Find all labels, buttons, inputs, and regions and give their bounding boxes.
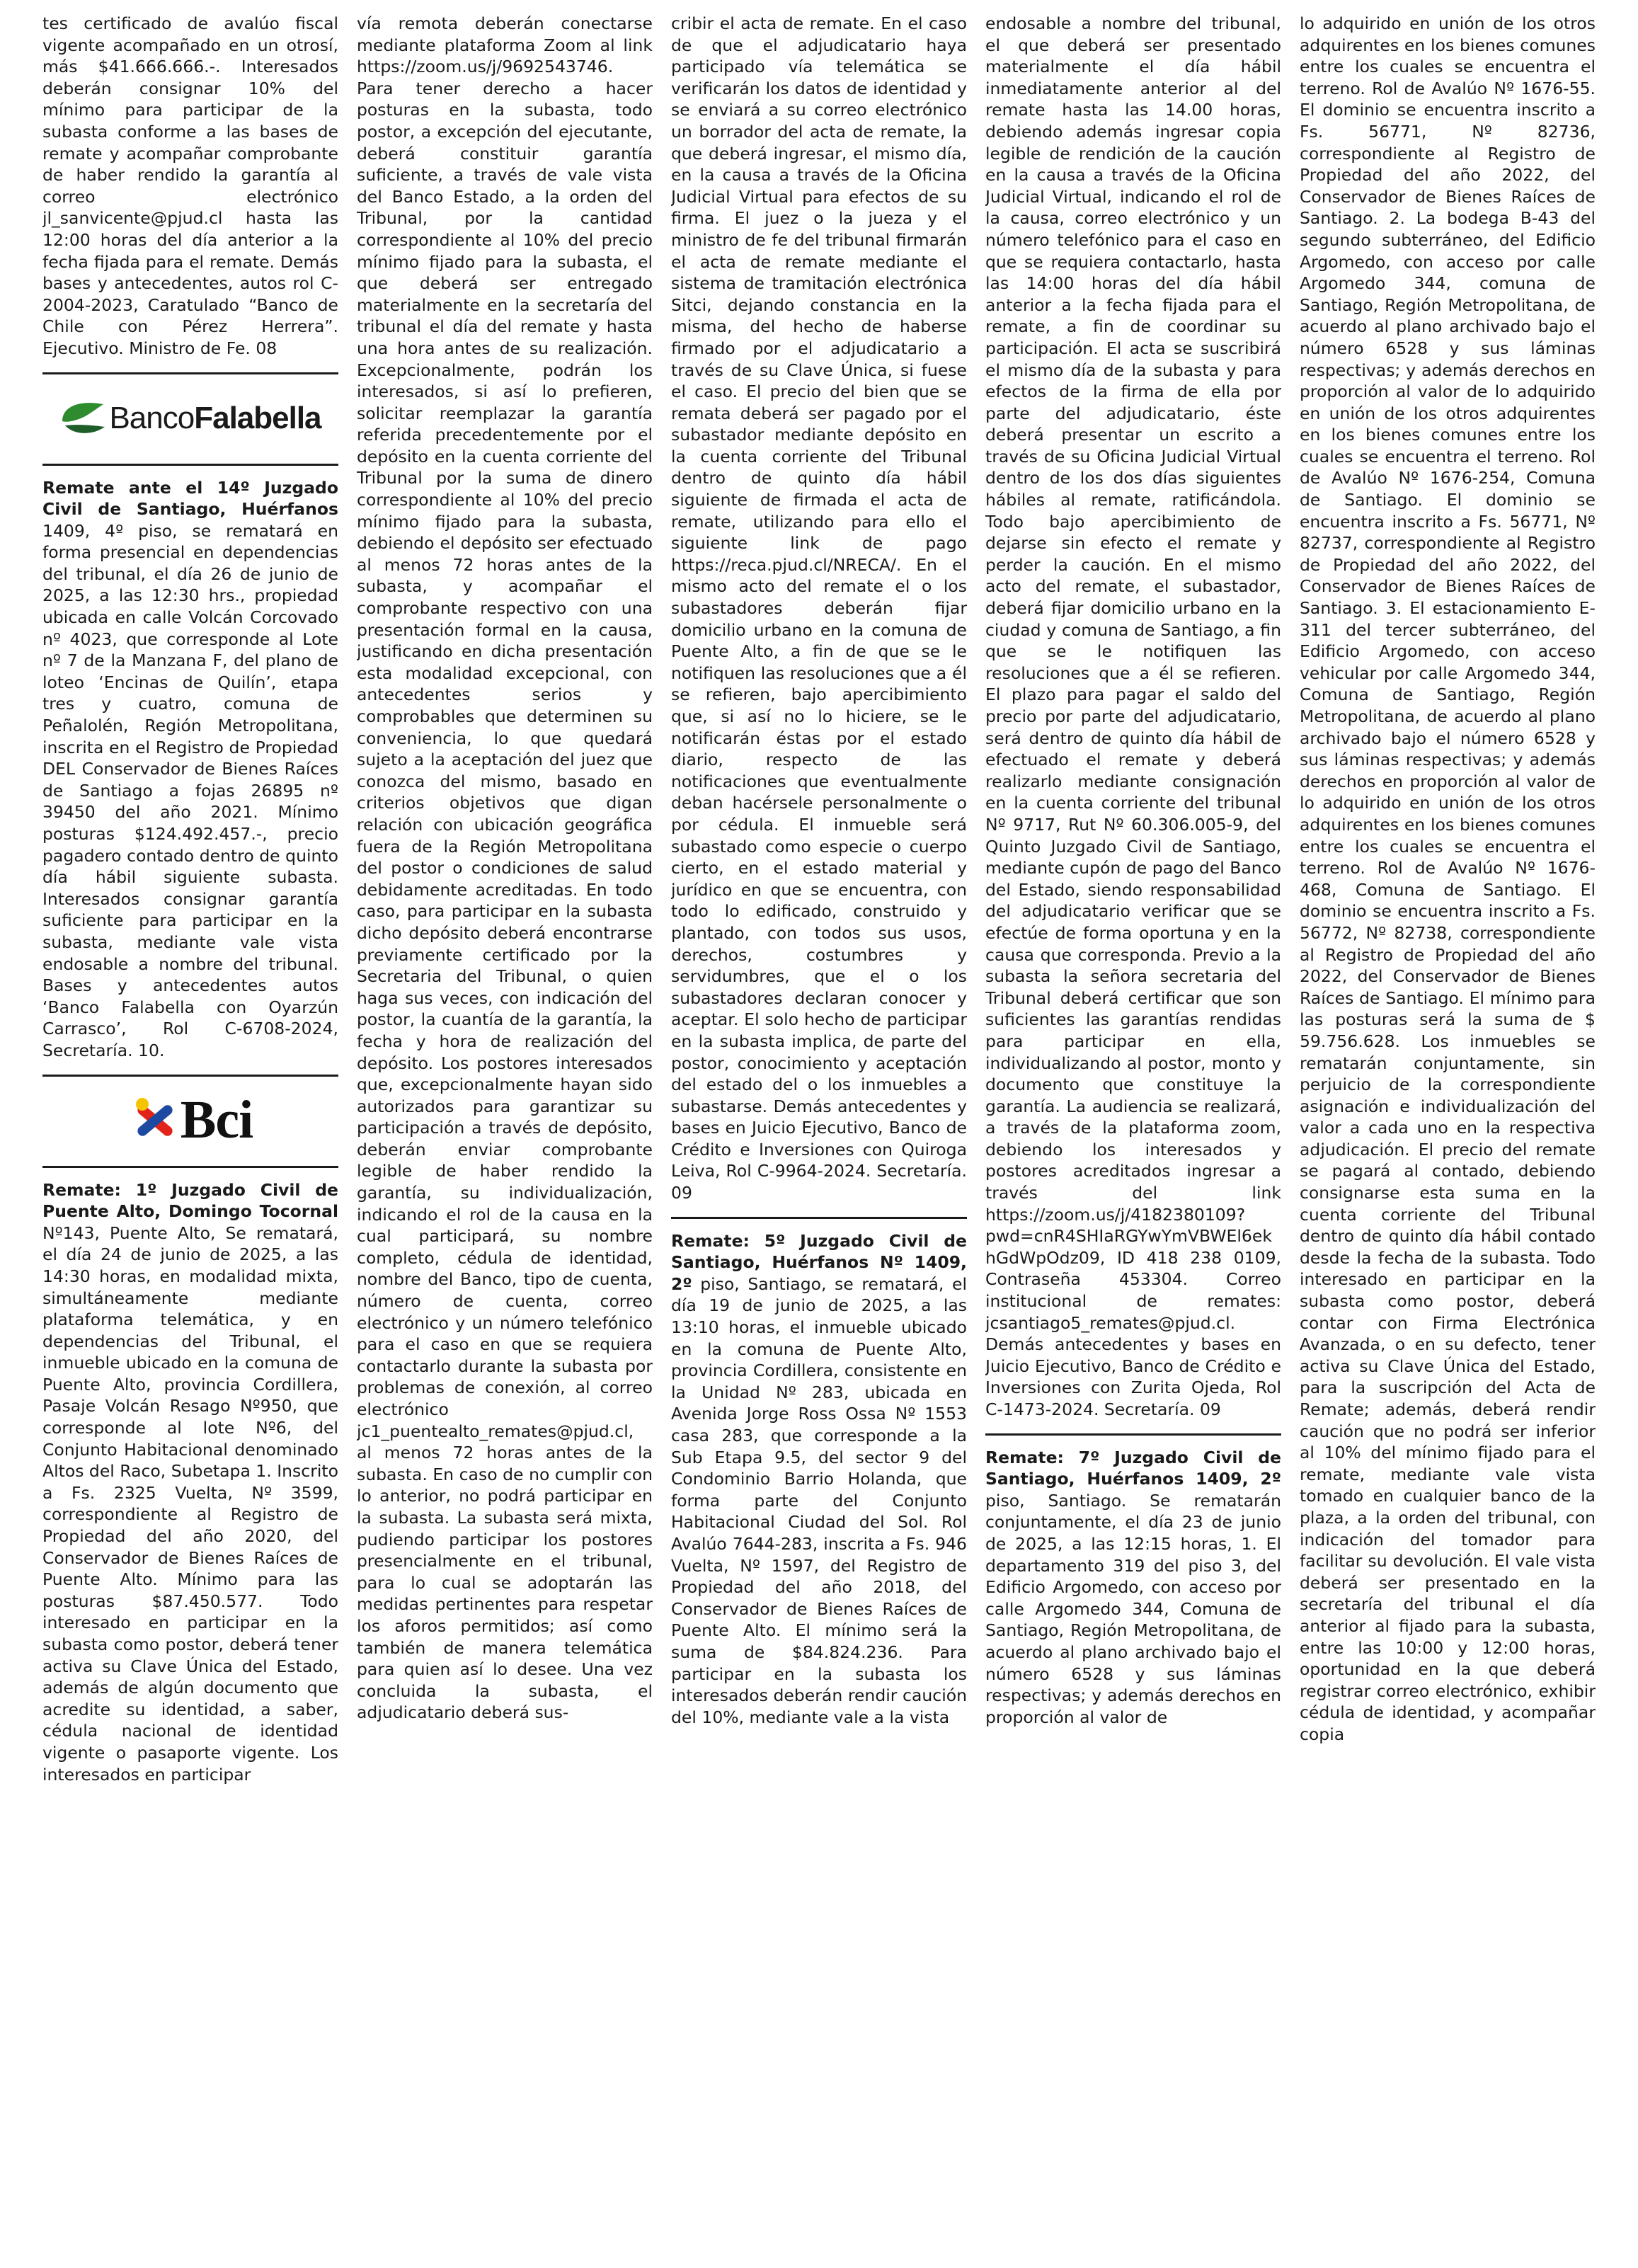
- divider: [42, 1166, 338, 1168]
- newspaper-page: [42, 13, 1596, 2258]
- divider: [42, 1075, 338, 1077]
- notice-4-body: piso, Santiago. Se rematarán conjuntamente, el día 23 de junio de 2025, a las 12:15 horas, 1. El departamento 319 del piso 3, del Edificio Argomedo, con acceso por calle Argomedo 344, Comuna de Santiago, Región Metropolitana, de acuerdo al plano archivado bajo el número 6528 y sus láminas respectivas; y además derechos en proporción al valor de: [985, 1490, 1281, 1727]
- column-1: [42, 13, 338, 2257]
- divider: [671, 1217, 967, 1219]
- notice-3-heading: Remate: 5º Juzgado Civil de Santiago, Huérfanos Nº 1409, 2º: [671, 1230, 967, 1294]
- column-3: [671, 13, 967, 2257]
- notice-3-continued: endosable a nombre del tribunal, el que deberá ser presentado materialmente el día hábil inmediatamente anterior al del remate hasta las 14.00 horas, debiendo además ingresar copia legible de rendición de la caución en la causa a través de la Oficina Judicial Virtual, indicando el rol de la causa, correo electrónico y un número telefónico para el caso en que se requiera contactarlo, hasta las 14:00 horas del día hábil anterior a la fecha fijada para el remate, a fin de coordinar su participación. El acta se suscribirá el mismo día de la subasta y para efectos de la firma de ella por parte del adjudicatario, éste deberá presentar un escrito a través de su Oficina Judicial Virtual dentro de los dos días siguientes hábiles al remate, ratificándola. Todo bajo apercibimiento de dejarse sin efecto el remate y perder la caución. En el mismo acto del remate, el subastador, deberá fijar domicilio urbano en la ciudad y comuna de Santiago, a fin que se le notifiquen las resoluciones que a él se refieren. El plazo para pagar el saldo del precio por parte del adjudicatario, será dentro de quinto día hábil de efectuado el remate y deberá realizarlo mediante consignación en la cuenta corriente del tribunal Nº 9717, Rut Nº 60.306.005-9, del Quinto Juzgado Civil de Santiago, mediante cupón de pago del Banco del Estado, siendo responsabilidad del adjudicatario verificar que se efectúe de forma oportuna y en la causa que corresponda. Previo a la subasta la señora secretaria del Tribunal deberá certificar que son suficientes las garantías rendidas para participar en ella, individualizando al postor, monto y documento que constituye la garantía. La audiencia se realizará, a través de la plataforma zoom, debiendo los interesados y postores acreditados ingresar a través del link https://zoom.us/j/4182380109?pwd=cnR4SHIaRGYwYmVBWEl6ekhGdWpOdz09, ID 418 238 0109, Contraseña 453304. Correo institucional de remates: jcsantiago5_remates@pjud.cl. Demás antecedentes y bases en Juicio Ejecutivo, Banco de Crédito e Inversiones con Zurita Ojeda, Rol C-1473-2024. Secretaría. 09: [985, 13, 1281, 1419]
- notice-2: [42, 1179, 338, 1786]
- divider: [42, 372, 338, 374]
- notice-4: [985, 1447, 1281, 1729]
- bci-symbol-icon: [128, 1094, 181, 1147]
- notice-1-heading: Remate ante el 14º Juzgado Civil de Santiago, Huérfanos: [42, 477, 338, 520]
- notice-1: [42, 477, 338, 1062]
- notice-2-heading: Remate: 1º Juzgado Civil de Puente Alto, Domingo Tocornal: [42, 1179, 338, 1222]
- notice-2-continued: vía remota deberán conectarse mediante plataforma Zoom al link https://zoom.us/j/9692543746. Para tener derecho a hacer posturas en la subasta, todo postor, a excepción del ejecutante, deberá constituir garantía suficiente, a través de vale vista del Banco Estado, a la orden del Tribunal, por la cantidad correspondiente al 10% del precio mínimo fijado para la subasta, el que deberá ser entregado materialmente en la secretaría del tribunal el día del remate y hasta una hora antes de su realización. Excepcionalmente, podrán los interesados, si así lo prefieren, solicitar reemplazar la garantía referida precedentemente por el depósito en la cuenta corriente del Tribunal por la suma de dinero correspondiente al 10% del precio mínimo fijado para la subasta, debiendo el depósito ser efectuado al menos 72 horas antes de la subasta, y acompañar el comprobante respectivo con una presentación formal en la causa, justificando en dicha presentación esta modalidad excepcional, con antecedentes serios y comprobables que determinen su conveniencia, lo que quedará sujeto a la aceptación del juez que conozca del mismo, basado en criterios objetivos que digan relación con ubicación geográfica fuera de la Región Metropolitana del postor o condiciones de salud debidamente acreditadas. En todo caso, para participar en la subasta dicho depósito deberá encontrarse previamente certificado por la Secretaria del Tribunal, o quien haga sus veces, con indicación del postor, la cuantía de la garantía, la fecha y hora de realización del depósito. Los postores interesados que, excepcionalmente hayan sido autorizados para garantizar su participación a través de depósito, deberán enviar comprobante legible de haber rendido la garantía, su individualización, indicando el rol de la causa en la cual participará, su nombre completo, cédula de identidad, nombre del Banco, tipo de cuenta, número de cuenta, correo electrónico y un número telefónico para el caso en que se requiera contactarlo durante la subasta por problemas de conexión, al correo electrónico jc1_puentealto_remates@pjud.cl, al menos 72 horas antes de la subasta. En caso de no cumplir con lo anterior, no podrá participar en la subasta. La subasta será mixta, pudiendo participar los postores presencialmente en el tribunal, para lo cual se adoptarán las medidas pertinentes para respetar los aforos permitidos; así como también de manera telemática para quien así lo desee. Una vez concluida la subasta, el adjudicatario deberá sus-: [357, 13, 653, 1723]
- notice-4-continued: lo adquirido en unión de los otros adquirentes en los bienes comunes entre los cuales se encuentra el terreno. Rol de Avalúo Nº 1676-55. El dominio se encuentra inscrito a Fs. 56771, Nº 82736, correspondiente al Registro de Propiedad del año 2022, del Conservador de Bienes Raíces de Santiago. 2. La bodega B-43 del segundo subterráneo, del Edificio Argomedo, con acceso por calle Argomedo 344, comuna de Santiago, Región Metropolitana, de acuerdo al plano archivado bajo el número 6528 y sus láminas respectivas; y además derechos en proporción al valor de lo adquirido en unión de los otros adquirentes en los bienes comunes entre los cuales se encuentra el terreno. Rol de Avalúo Nº 1676-254, Comuna de Santiago. El dominio se encuentra inscrito a Fs. 56771, Nº 82737, correspondiente al Registro de Propiedad del año 2022, del Conservador de Bienes Raíces de Santiago. 3. El estacionamiento E-311 del tercer subterráneo, del Edificio Argomedo, con acceso vehicular por calle Argomedo 344, Comuna de Santiago, Región Metropolitana, de acuerdo al plano archivado bajo el número 6528 y sus láminas respectivas; y además derechos en proporción al valor de lo adquirido en unión de los otros adquirentes en los bienes comunes entre los cuales se encuentra el terreno. Rol de Avalúo Nº 1676-468, Comuna de Santiago. El dominio se encuentra inscrito a Fs. 56772, Nº 82738, correspondiente al Registro de Propiedad del año 2022, del Conservador de Bienes Raíces de Santiago. El mínimo para las posturas será la suma de $ 59.756.628. Los inmuebles se rematarán conjuntamente, sin perjuicio de la correspondiente asignación e individualización del valor a cada uno en la respectiva adjudicación. El precio del remate se pagará al contado, debiendo consignarse esta suma en la cuenta corriente del Tribunal dentro de quinto día hábil contado desde la fecha de la subasta. Todo interesado en participar en la subasta como postor, deberá contar con Firma Electrónica Avanzada, o en su defecto, tener activa su Clave Única del Estado, para la suscripción del Acta de Remate; además, deberá rendir caución que no podrá ser inferior al 10% del mínimo fijado para el remate, mediante vale vista tomado en cualquier banco de la plaza, a la orden del tribunal, con indicación del tomador para facilitar su devolución. El vale vista deberá ser presentado en la secretaría del tribunal el día anterior al fijado para la subasta, entre las 10:00 y 12:00 horas, oportunidad en la que deberá registrar correo electrónico, exhibir cédula de identidad, y acompañar copia: [1300, 13, 1596, 1744]
- column-5: [1300, 13, 1596, 2257]
- notice-0-tail: tes certificado de avalúo fiscal vigente acompañado en un otrosí, más $41.666.666.-. Interesados deberán consignar 10% del mínimo para participar de la subasta conforme a las bases de remate y acompañar comprobante de haber rendido la garantía al correo electrónico jl_sanvicente@pjud.cl hasta las 12:00 horas del día anterior a la fecha fijada para el remate. Demás bases y antecedentes, autos rol C-2004-2023, Caratulado “Banco de Chile con Pérez Herrera”. Ejecutivo. Ministro de Fe. 08: [42, 13, 338, 358]
- banco-falabella-logo: [42, 386, 338, 451]
- notice-1-body: 1409, 4º piso, se rematará en forma presencial en dependencias del tribunal, el día 26 de junio de 2025, a las 12:30 hrs., propiedad ubicada en calle Volcán Corcovado nº 4023, que corresponde al Lote nº 7 de la Manzana F, del plano de loteo ‘Encinas de Quilín’, etapa tres y cuatro, comuna de Peñalolén, Región Metropolitana, inscrita en el Registro de Propiedad DEL Conservador de Bienes Raíces de Santiago a fojas 26895 nº 39450 del año 2021. Mínimo posturas $124.492.457.-, precio pagadero contado dentro de quinto día hábil siguiente subasta. Interesados consignar garantía suficiente para participar en la subasta, mediante vale vista endosable a nombre del tribunal. Bases y antecedentes autos ‘Banco Falabella con Oyarzún Carrasco’, Rol C-6708-2024, Secretaría. 10.: [42, 520, 338, 1060]
- notice-4-heading: Remate: 7º Juzgado Civil de Santiago, Huérfanos 1409, 2º: [985, 1447, 1281, 1489]
- falabella-leaf-icon: [59, 397, 109, 440]
- column-2: [357, 13, 653, 2257]
- bci-logo-text: Bci: [180, 1090, 253, 1150]
- notice-2-continued: cribir el acta de remate. En el caso de que el adjudicatario haya participado vía telemática se verificarán los datos de identidad y se enviará a su correo electrónico un borrador del acta de remate, la que deberá ingresar, el mismo día, en la causa a través de la Oficina Judicial Virtual para efectos de su firma. El juez o la jueza y el ministro de fe del tribunal firmarán el acta de remate mediante el sistema de tramitación electrónica Sitci, dejando constancia en la misma, del hecho de haberse firmado por el adjudicatario a través de su Clave Única, si fuese el caso. El precio del bien que se remata deberá ser pagado por el subastador mediante depósito en la cuenta corriente del Tribunal dentro de quinto día hábil siguiente de firmada el acta de remate, utilizando para ello el siguiente link de pago https://reca.pjud.cl/NRECA/. En el mismo acto del remate el o los subastadores deberán fijar domicilio urbano en la comuna de Puente Alto, a fin de que se le notifiquen las resoluciones que a él se refieren, bajo apercibimiento que, si así no lo hiciere, se le notificarán éstas por el estado diario, respecto de las notificaciones que eventualmente deban hacérsele personalmente o por cédula. El inmueble será subastado como especie o cuerpo cierto, en el estado material y jurídico en que se encuentra, con todo lo edificado, construido y plantado, con todos sus usos, derechos, costumbres y servidumbres, que el o los subastadores declaran conocer y aceptar. El solo hecho de participar en la subasta implica, de parte del postor, conocimiento y aceptación del estado del o los inmuebles a subastarse. Demás antecedentes y bases en Juicio Ejecutivo, Banco de Crédito e Inversiones con Quiroga Leiva, Rol C-9964-2024. Secretaría. 09: [671, 13, 967, 1203]
- notice-3: [671, 1230, 967, 1729]
- bci-logo: [42, 1088, 338, 1153]
- notice-2-body: Nº143, Puente Alto, Se rematará, el día 24 de junio de 2025, a las 14:30 horas, en modalidad mixta, simultáneamente mediante plataforma telemática, y en dependencias del Tribunal, el inmueble ubicado en la comuna de Puente Alto, provincia Cordillera, Pasaje Volcán Resago Nº950, que corresponde al lote Nº6, del Conjunto Habitacional denominado Altos del Raco, Subetapa 1. Inscrito a Fs. 2325 Vuelta, Nº 3599, correspondiente al Registro de Propiedad del año 2020, del Conservador de Bienes Raíces de Puente Alto. Mínimo para las posturas $87.450.577. Todo interesado en participar en la subasta como postor, deberá tener activa su Clave Única del Estado, además de algún documento que acredite su identidad, a saber, cédula nacional de identidad vigente o pasaporte vigente. Los interesados en participar: [42, 1222, 338, 1785]
- divider: [42, 464, 338, 466]
- notice-3-body: piso, Santiago, se rematará, el día 19 de junio de 2025, a las 13:10 horas, el inmueble ubicado en la comuna de Puente Alto, provincia Cordillera, consistente en la Unidad Nº 283, ubicada en Avenida Jorge Ross Ossa Nº 1553 casa 283, que corresponde a la Sub Etapa 9.5, del sector 9 del Condominio Barrio Holanda, que forma parte del Conjunto Habitacional Ciudad del Sol. Rol Avalúo 7644-283, inscrita a Fs. 946 Vuelta, Nº 1597, del Registro de Propiedad del año 2018, del Conservador de Bienes Raíces de Puente Alto. El mínimo será la suma de $84.824.236. Para participar en la subasta los interesados deberán rendir caución del 10%, mediante vale a la vista: [671, 1273, 967, 1727]
- column-4: [985, 13, 1281, 2257]
- falabella-logo-text: BancoFalabella: [109, 400, 321, 435]
- divider: [985, 1433, 1281, 1436]
